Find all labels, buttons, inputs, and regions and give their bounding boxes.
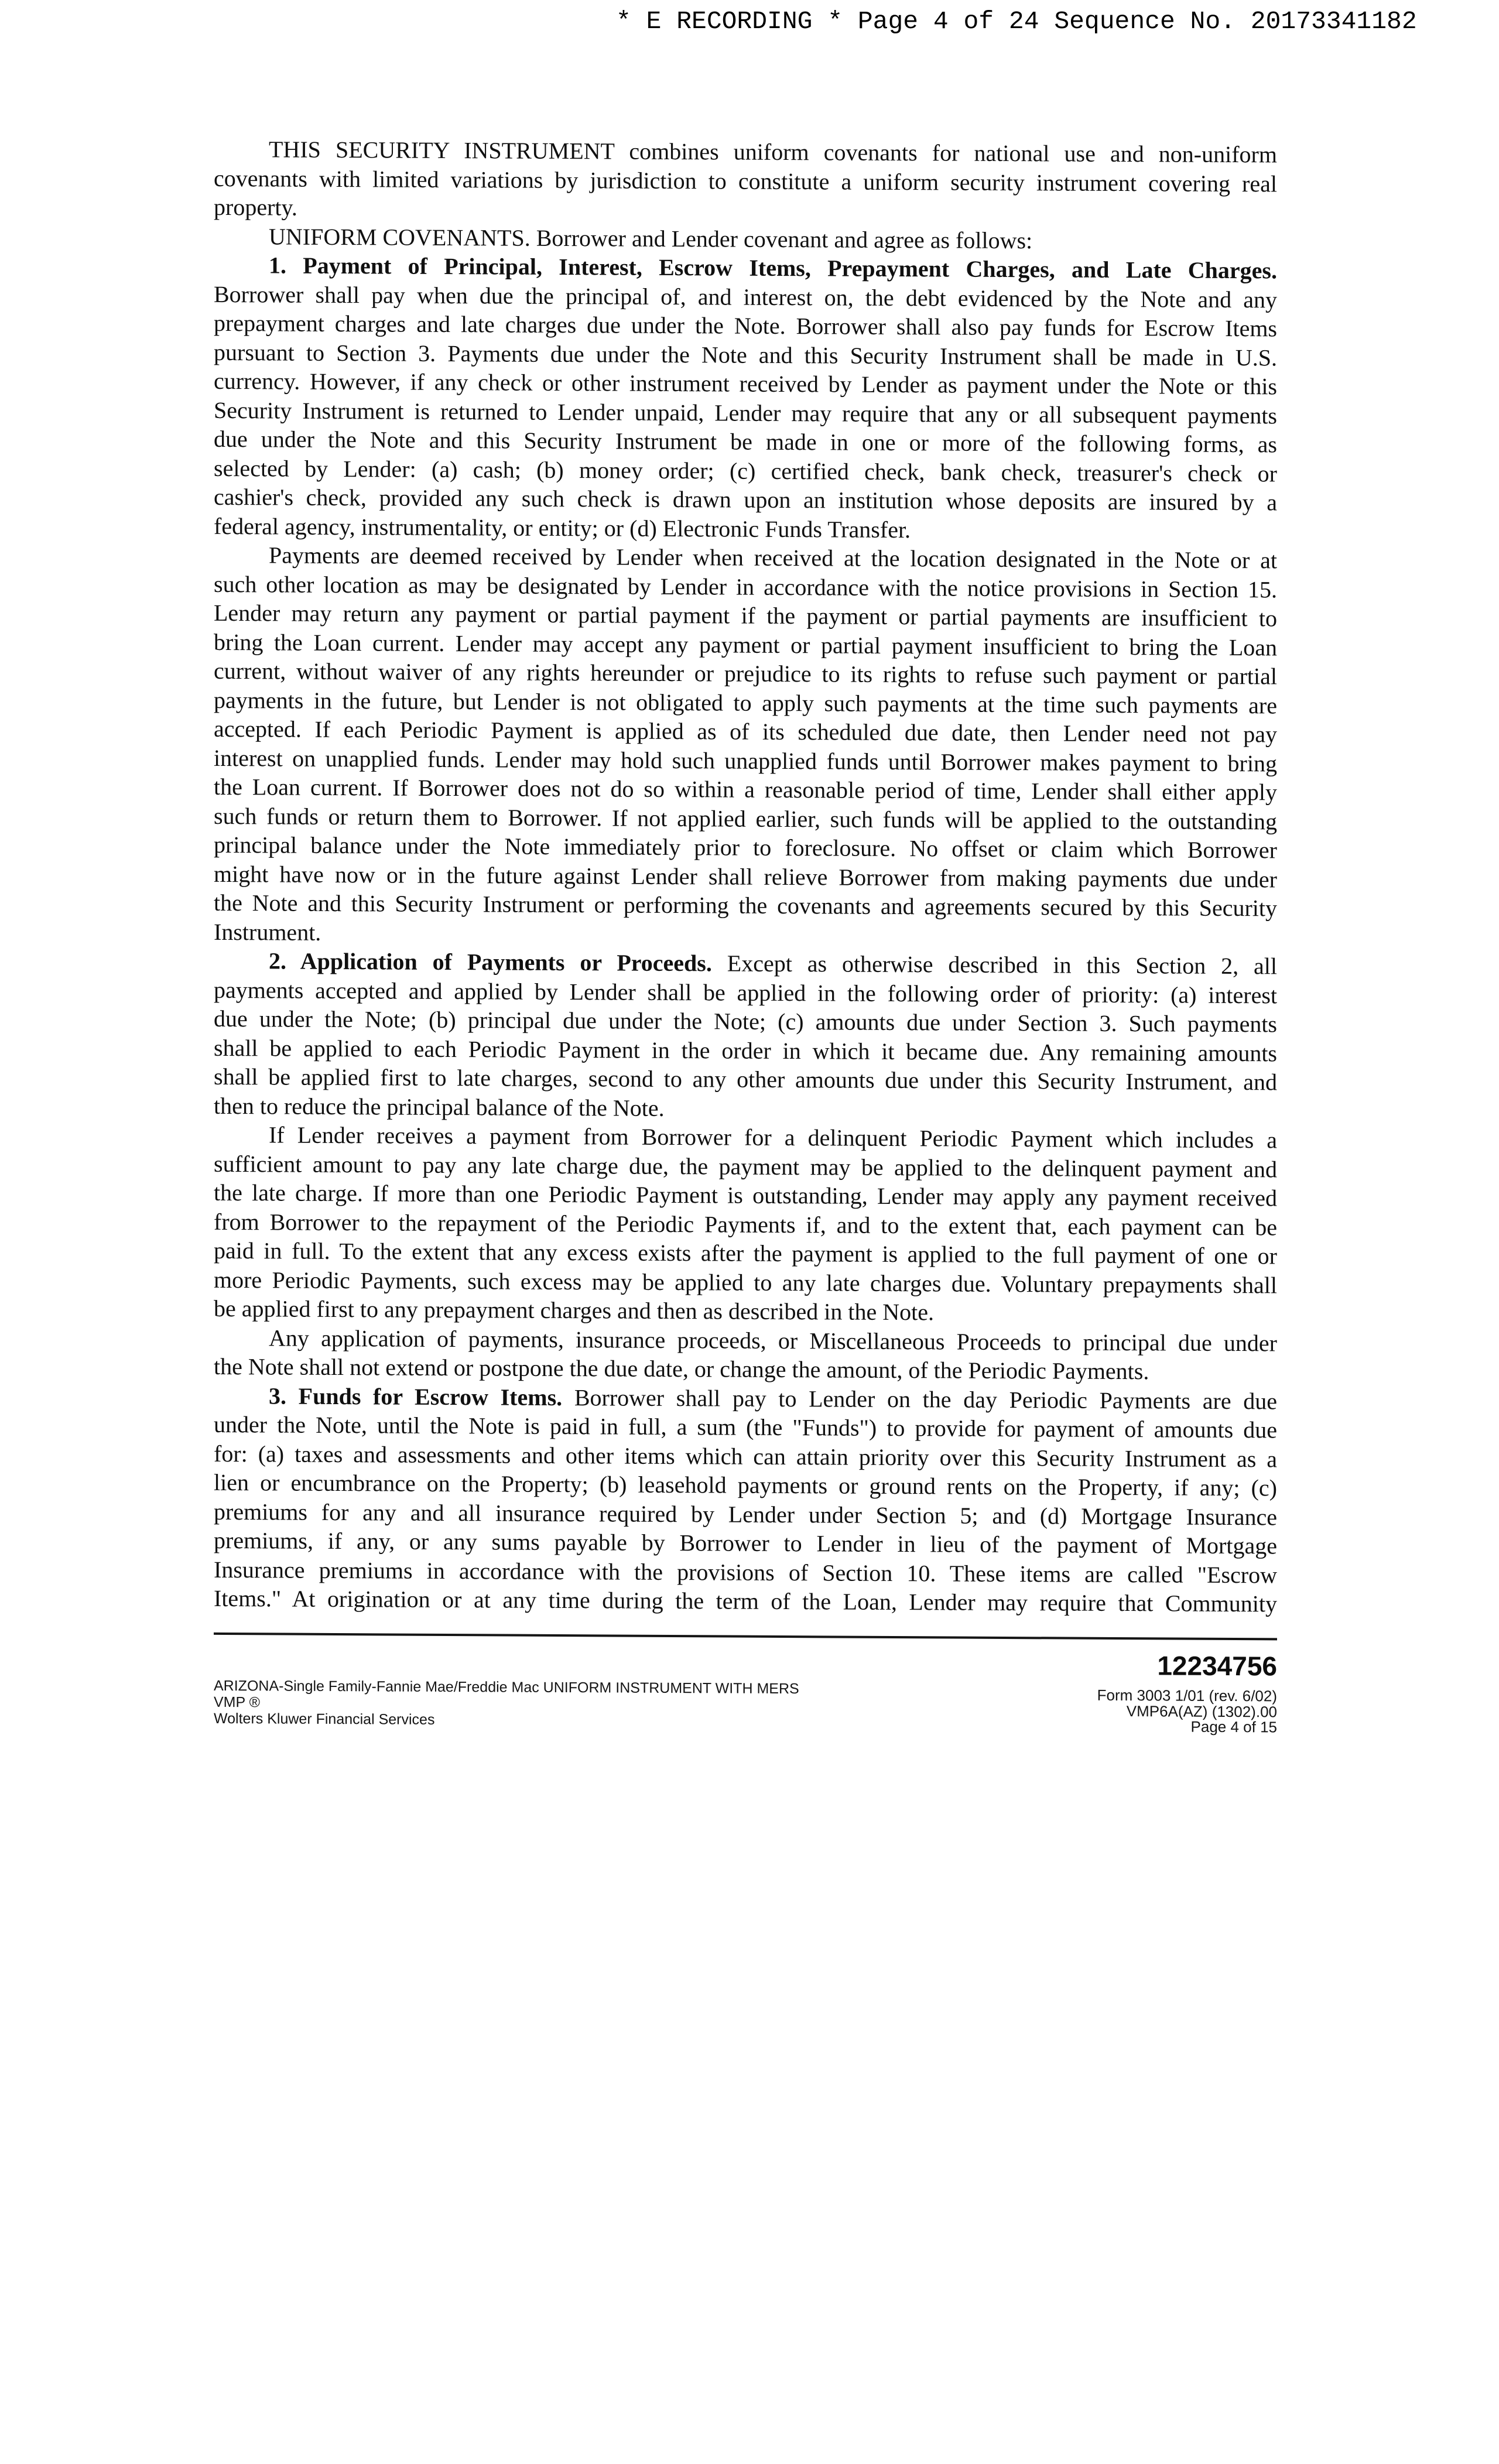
text-line: payments in the future, but Lender is not obligated to apply such payments at the time such payments are xyxy=(214,686,1277,718)
text-line: selected by Lender: (a) cash; (b) money order; (c) certified check, bank check, treasurer's check or xyxy=(214,454,1277,487)
text-line: If Lender receives a payment from Borrower for a delinquent Periodic Payment which includes a xyxy=(269,1121,1277,1154)
section-heading: 1. Payment of Principal, Interest, Escrow Items, Prepayment Charges, and Late Charges. xyxy=(269,252,1277,284)
text-line: the Note shall not extend or postpone the due date, or change the amount, of the Periodic Payments. xyxy=(214,1353,1149,1385)
text-line: the late charge. If more than one Periodic Payment is outstanding, Lender may apply any payment received xyxy=(214,1179,1277,1212)
paragraph-intro xyxy=(214,135,1277,227)
footer-vmp-mark: VMP ® xyxy=(214,1693,261,1711)
footer-form-title: ARIZONA-Single Family-Fannie Mae/Freddie Mac UNIFORM INSTRUMENT WITH MERS xyxy=(214,1677,799,1698)
text-line: be applied first to any prepayment charges and then as described in the Note. xyxy=(214,1295,934,1326)
text-line: from Borrower to the repayment of the Periodic Payments if, and to the extent that, each payment can be xyxy=(214,1208,1277,1240)
section-1-payment xyxy=(214,251,1277,546)
text-line: Any application of payments, insurance proceeds, or Miscellaneous Proceeds to principal due under xyxy=(269,1324,1277,1356)
text-line: Instrument. xyxy=(214,918,321,946)
text-line: cashier's check, provided any such check is drawn upon an institution whose deposits are insured by a xyxy=(214,483,1277,516)
text-line: sufficient amount to pay any late charge due, the payment may be applied to the delinquent payment and xyxy=(214,1150,1277,1182)
text-line: Security Instrument is returned to Lender unpaid, Lender may require that any or all subsequent payments xyxy=(214,396,1277,429)
text-line: such other location as may be designated by Lender in accordance with the notice provisions in Section 15. xyxy=(214,570,1277,603)
form-number: Form 3003 1/01 (rev. 6/02) xyxy=(1097,1686,1277,1705)
paragraph-delinquent-payments xyxy=(214,1120,1277,1329)
text-line: interest on unapplied funds. Lender may hold such unapplied funds until Borrower makes payment to bring xyxy=(214,744,1277,776)
text-line: Lender may return any payment or partial payment if the payment or partial payments are insufficient to xyxy=(214,599,1277,632)
text-line: shall be applied to each Periodic Payment in the order in which it became due. Any remaining amounts xyxy=(214,1034,1277,1066)
text-line: Items." At origination or at any time during the term of the Loan, Lender may require that Community xyxy=(214,1585,1277,1617)
paragraph-application-to-principal xyxy=(214,1323,1277,1387)
text-line: accepted. If each Periodic Payment is applied as of its scheduled due date, then Lender need not pay xyxy=(214,715,1277,748)
text-span: Borrower shall pay to Lender on the day Periodic Payments are due xyxy=(574,1384,1277,1414)
form-code: VMP6A(AZ) (1302).00 xyxy=(1126,1702,1277,1720)
section-heading: 2. Application of Payments or Proceeds. xyxy=(269,947,712,977)
text-line: paid in full. To the extent that any excess exists after the payment is applied to the full payment of one or xyxy=(214,1237,1277,1269)
text-line: due under the Note and this Security Instrument be made in one or more of the following forms, as xyxy=(214,425,1277,458)
text-line: Insurance premiums in accordance with the provisions of Section 10. These items are called "Escrow xyxy=(214,1556,1277,1588)
text-line: current, without waiver of any rights hereunder or prejudice to its rights to refuse such payment or partial xyxy=(214,657,1277,690)
text-line: lien or encumbrance on the Property; (b) leasehold payments or ground rents on the Property, if any; (c) xyxy=(214,1469,1277,1501)
text-line: premiums for any and all insurance required by Lender under Section 5; and (d) Mortgage Insurance xyxy=(214,1498,1277,1530)
footer-left xyxy=(214,1678,799,1730)
loan-number: 12234756 xyxy=(1157,1650,1277,1682)
text-line: such funds or return them to Borrower. If not applied earlier, such funds will be applied to the outstanding xyxy=(214,802,1277,834)
text-line: prepayment charges and late charges due under the Note. Borrower shall also pay funds for Escrow Items xyxy=(214,309,1277,342)
footer-rule xyxy=(214,1633,1277,1641)
section-2-application xyxy=(214,946,1277,1126)
footer-right xyxy=(1097,1688,1277,1735)
text-line: pursuant to Section 3. Payments due under the Note and this Security Instrument shall be made in U.S. xyxy=(214,338,1277,371)
text-line: more Periodic Payments, such excess may be applied to any late charges due. Voluntary prepayments shall xyxy=(214,1266,1277,1298)
text-line: federal agency, instrumentality, or entity; or (d) Electronic Funds Transfer. xyxy=(214,512,911,543)
text-line: property. xyxy=(214,193,297,221)
section-3-escrow xyxy=(214,1381,1277,1618)
text-line: premiums, if any, or any sums payable by Borrower to Lender in lieu of the payment of Mortgage xyxy=(214,1527,1277,1559)
text-line: Borrower shall pay when due the principal of, and interest on, the debt evidenced by the Note and any xyxy=(214,280,1277,313)
text-line: payments accepted and applied by Lender shall be applied in the following order of priority: (a) interest xyxy=(214,976,1277,1008)
paragraph-payments-received xyxy=(214,540,1277,952)
text-line: due under the Note; (b) principal due under the Note; (c) amounts due under Section 3. Such payments xyxy=(214,1005,1277,1038)
text-line: the Note and this Security Instrument or performing the covenants and agreements secured by this Security xyxy=(214,889,1277,922)
recording-stamp: * E RECORDING * Page 4 of 24 Sequence No. 20173341182 xyxy=(616,7,1417,36)
text-line: under the Note, until the Note is paid in full, a sum (the "Funds") to provide for payment of amounts due xyxy=(214,1411,1277,1443)
text-span: Except as otherwise described in this Section 2, all xyxy=(727,950,1277,980)
text-line: currency. However, if any check or other instrument received by Lender as payment under the Note or this xyxy=(214,367,1277,400)
text-line: UNIFORM COVENANTS. Borrower and Lender covenant and agree as follows: xyxy=(269,223,1033,254)
page-number: Page 4 of 15 xyxy=(1190,1717,1277,1736)
text-line: the Loan current. If Borrower does not do so within a reasonable period of time, Lender shall either apply xyxy=(214,773,1277,806)
text-line: bring the Loan current. Lender may accept any payment or partial payment insufficient to bring the Loan xyxy=(214,628,1277,661)
text-line: shall be applied first to late charges, second to any other amounts due under this Security Instrument, and xyxy=(214,1063,1277,1096)
text-line: for: (a) taxes and assessments and other items which can attain priority over this Security Instrument as a xyxy=(214,1440,1277,1472)
text-line: Payments are deemed received by Lender when received at the location designated in the Note or at xyxy=(269,542,1277,574)
text-line: covenants with limited variations by jurisdiction to constitute a uniform security instrument covering real xyxy=(214,165,1277,197)
text-line: then to reduce the principal balance of the Note. xyxy=(214,1092,665,1121)
section-heading: 3. Funds for Escrow Items. xyxy=(269,1382,563,1411)
footer-publisher: Wolters Kluwer Financial Services xyxy=(214,1710,435,1728)
text-line xyxy=(214,946,1277,981)
text-line: principal balance under the Note immediately prior to foreclosure. No offset or claim which Borrower xyxy=(214,831,1277,864)
text-line: might have now or in the future against Lender shall relieve Borrower from making payments due under xyxy=(214,860,1277,892)
document-body xyxy=(214,135,1277,1618)
text-line: THIS SECURITY INSTRUMENT combines uniform covenants for national use and non-uniform xyxy=(269,136,1277,168)
